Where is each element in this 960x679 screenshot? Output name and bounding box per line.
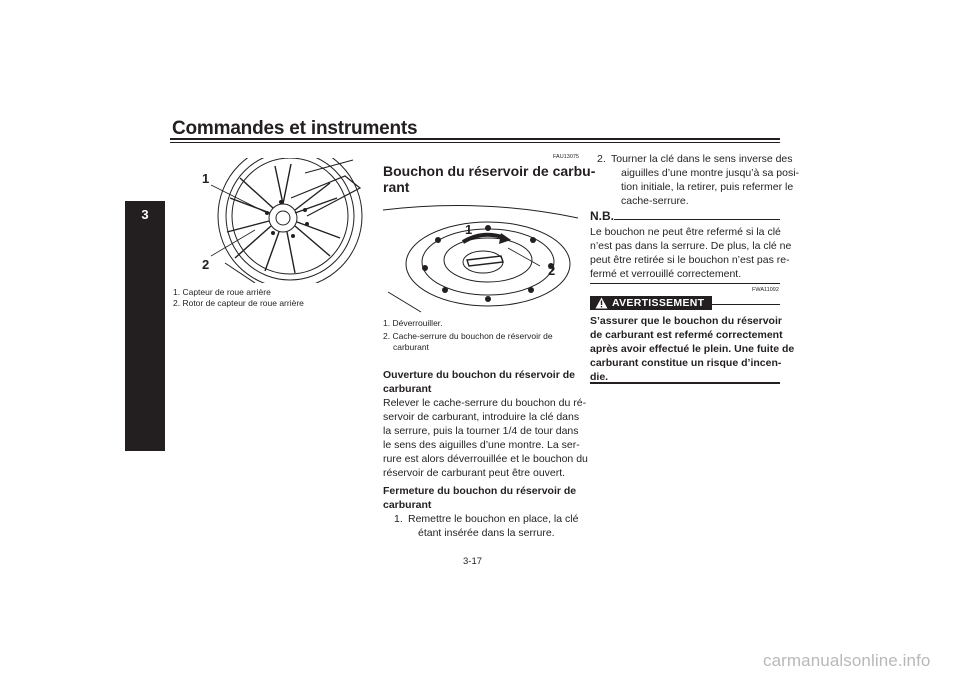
step-1-line: Remettre le bouchon en place, la clé bbox=[408, 513, 579, 525]
closing-heading-line2: carburant bbox=[383, 499, 432, 511]
warning-rule bbox=[712, 304, 780, 305]
page-title: Commandes et instruments bbox=[172, 118, 418, 139]
section-heading-line1: Bouchon du réservoir de carbu- bbox=[383, 163, 596, 179]
rear-wheel-sensor-illustration bbox=[195, 158, 365, 283]
step-1-number: 1. bbox=[394, 513, 403, 525]
warning-text-line: après avoir effectué le plein. Une fuite de bbox=[590, 343, 795, 355]
step-1-line: étant insérée dans la serrure. bbox=[418, 527, 555, 539]
opening-heading-line1: Ouverture du bouchon du réservoir de bbox=[383, 369, 575, 381]
opening-body-line: servoir de carburant, introduire la clé dans bbox=[383, 411, 580, 423]
chapter-tab bbox=[125, 201, 165, 451]
warning-code: FWA11092 bbox=[752, 287, 779, 293]
section-heading-line2: rant bbox=[383, 179, 410, 195]
nb-text-line: peut être retirée si le bouchon n’est pas re- bbox=[590, 254, 790, 266]
opening-body-line: la serrure, puis la tourner 1/4 de tour dans bbox=[383, 425, 579, 437]
warning-text-line: de carburant est refermé correctement bbox=[590, 329, 783, 341]
step-2-line: tion initiale, la retirer, puis refermer le bbox=[621, 181, 794, 193]
opening-body-line: réservoir de carburant peut être ouvert. bbox=[383, 467, 566, 479]
chapter-tab-number: 3 bbox=[141, 207, 149, 222]
opening-heading-line2: carburant bbox=[383, 383, 432, 395]
callout-1-left: 1 bbox=[202, 171, 210, 186]
opening-body-line: rure est alors déverrouillée et le bouchon du bbox=[383, 453, 588, 465]
callout-2-middle: 2 bbox=[548, 263, 556, 278]
opening-body-line: le sens des aiguilles d’une montre. La ser- bbox=[383, 439, 580, 451]
warning-text-line: S’assurer que le bouchon du réservoir bbox=[590, 315, 782, 327]
nb-end-rule bbox=[590, 283, 780, 284]
caption-middle-2-cont: carburant bbox=[393, 342, 429, 352]
caption-middle-2: 2. Cache-serrure du bouchon de réservoir de bbox=[383, 331, 553, 341]
warning-triangle-icon bbox=[595, 297, 608, 309]
nb-label: N.B. bbox=[590, 209, 614, 223]
page-number: 3-17 bbox=[463, 556, 483, 567]
step-2-line: Tourner la clé dans le sens inverse des bbox=[611, 153, 793, 165]
step-2-line: aiguilles d’une montre jusqu’à sa posi- bbox=[621, 167, 800, 179]
caption-left-2: 2. Rotor de capteur de roue arrière bbox=[173, 298, 304, 308]
section-code: FAU13075 bbox=[553, 154, 579, 160]
callout-1-middle: 1 bbox=[465, 222, 473, 237]
step-2-line: cache-serrure. bbox=[621, 195, 689, 207]
nb-text-line: n’est pas dans la serrure. De plus, la clé ne bbox=[590, 240, 792, 252]
caption-left-1: 1. Capteur de roue arrière bbox=[173, 287, 271, 297]
opening-body-line: Relever le cache-serrure du bouchon du ré- bbox=[383, 397, 587, 409]
watermark: carmanualsonline.info bbox=[763, 651, 931, 670]
nb-text-line: fermé et verrouillé correctement. bbox=[590, 268, 742, 280]
nb-rule bbox=[614, 219, 780, 220]
warning-text-line: die. bbox=[590, 371, 609, 383]
closing-heading-line1: Fermeture du bouchon du réservoir de bbox=[383, 485, 577, 497]
step-2-number: 2. bbox=[597, 153, 606, 165]
nb-text-line: Le bouchon ne peut être refermé si la clé bbox=[590, 226, 781, 238]
warning-banner bbox=[590, 296, 712, 310]
warning-end-rule bbox=[590, 382, 780, 384]
callout-2-left: 2 bbox=[202, 257, 210, 272]
fuel-cap-illustration bbox=[383, 200, 578, 315]
warning-text-line: carburant constitue un risque d’incen- bbox=[590, 357, 782, 369]
title-rule bbox=[170, 138, 780, 140]
caption-middle-1: 1. Déverrouiller. bbox=[383, 318, 443, 328]
title-rule-thin bbox=[170, 142, 780, 143]
warning-label: AVERTISSEMENT bbox=[612, 297, 705, 309]
